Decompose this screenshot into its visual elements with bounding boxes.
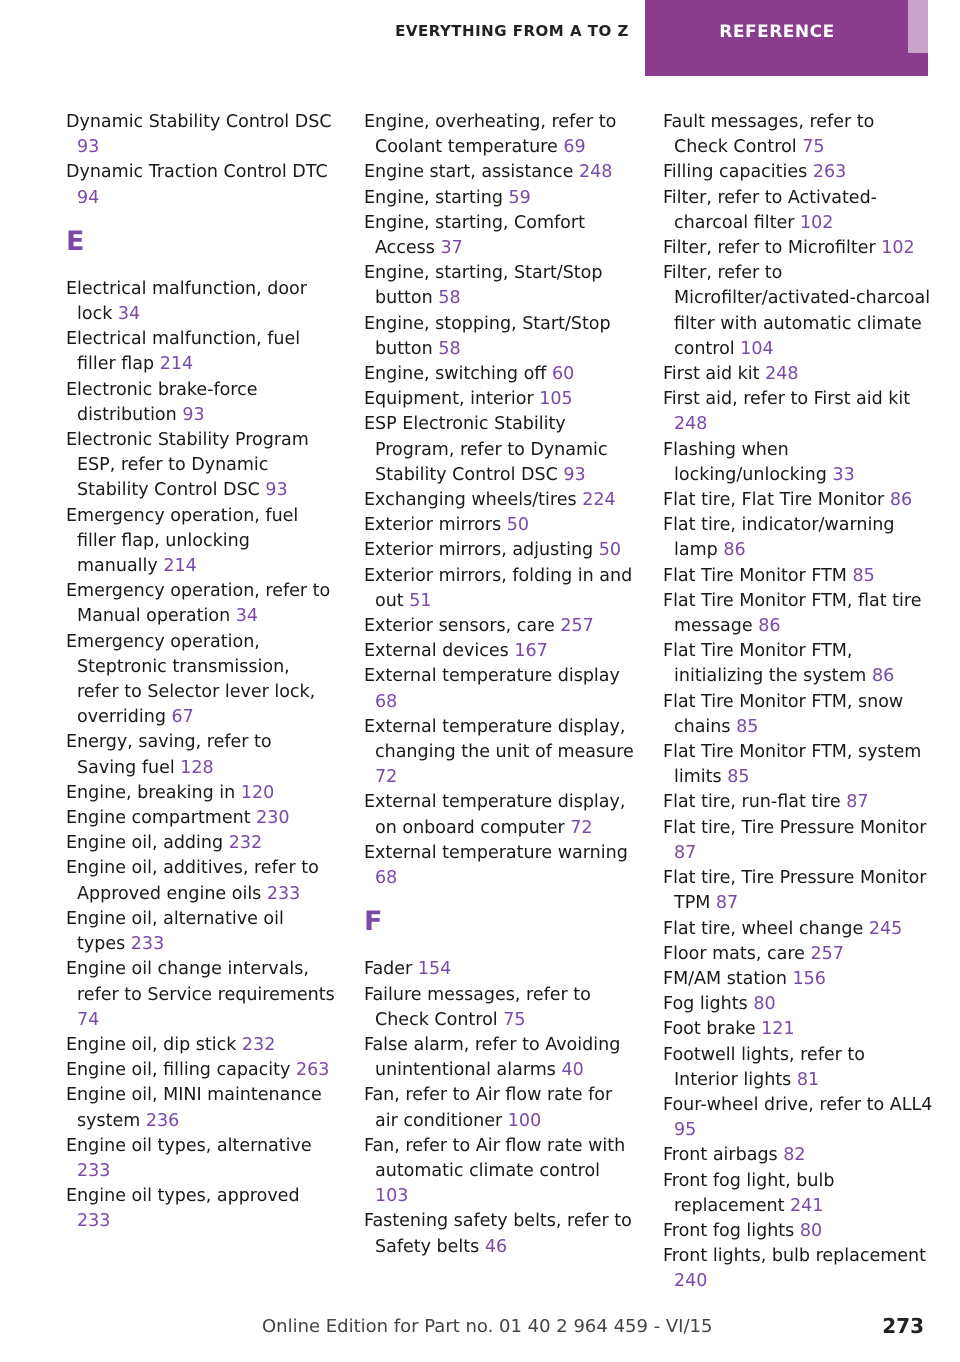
index-column-2 <box>364 110 634 1260</box>
page-reference-link[interactable]: 58 <box>438 288 461 309</box>
index-entry-text: Front airbags <box>663 1145 778 1166</box>
index-entry <box>66 806 336 831</box>
index-entry-text: Fog lights <box>663 994 748 1015</box>
page-reference-link[interactable]: 50 <box>506 515 530 536</box>
index-entry-text: Engine, starting, Comfort Access <box>364 212 585 259</box>
index-entry <box>663 236 933 261</box>
index-entry <box>364 715 634 791</box>
index-entry <box>364 211 634 261</box>
page-reference-link[interactable]: 46 <box>484 1236 508 1257</box>
index-entry <box>663 160 933 185</box>
page-reference-link[interactable]: 214 <box>163 556 197 577</box>
index-entry <box>663 790 933 815</box>
page-reference-link[interactable]: 263 <box>812 162 847 183</box>
page-reference-link[interactable]: 257 <box>810 943 844 964</box>
index-entry <box>66 831 336 856</box>
index-entry <box>663 639 933 689</box>
page-reference-link[interactable]: 224 <box>582 490 616 511</box>
index-entry <box>364 538 634 563</box>
page-reference-link[interactable]: 236 <box>145 1110 180 1131</box>
index-entry-text: Engine oil, additives, refer to Approved engine oils <box>66 858 319 904</box>
page-reference-link[interactable]: 87 <box>674 842 697 863</box>
page-reference-link[interactable]: 86 <box>871 666 895 687</box>
page-reference-link[interactable]: 86 <box>889 490 913 511</box>
index-entry-text: Filter, refer to Microfilter <box>663 238 876 259</box>
page-reference-link[interactable]: 93 <box>265 480 288 501</box>
page-reference-link[interactable]: 85 <box>852 565 875 586</box>
index-entry <box>364 387 634 412</box>
page-reference-link[interactable]: 58 <box>438 338 461 359</box>
index-entry <box>364 983 634 1033</box>
index-entry <box>66 1184 336 1234</box>
page-reference-link[interactable]: 93 <box>77 137 100 158</box>
page-reference-link[interactable]: 94 <box>77 187 100 208</box>
index-entry <box>663 992 933 1017</box>
index-entry-text: Floor mats, care <box>663 943 805 964</box>
section-letter: F <box>364 906 383 938</box>
index-entry <box>663 387 933 437</box>
index-entry-text: Engine compartment <box>66 808 251 829</box>
index-entry-text: Emergency operation, refer to Manual operation <box>66 581 331 627</box>
index-entry-text: External temperature display, changing the unit of measure <box>364 716 634 763</box>
page-reference-link[interactable]: 248 <box>579 162 613 183</box>
index-entry <box>364 639 634 664</box>
index-entry-text: Fan, refer to Air flow rate for air conditioner <box>364 1085 613 1131</box>
index-entry-text: Engine, starting, Start/Stop button <box>364 263 603 309</box>
index-entry <box>663 816 933 866</box>
index-entry <box>663 261 933 362</box>
index-entry-text: FM/AM station <box>663 968 787 989</box>
index-entry <box>66 378 336 428</box>
index-entry-text: Dynamic Traction Control DTC <box>66 162 328 183</box>
index-entry <box>663 488 933 513</box>
index-entry <box>663 438 933 488</box>
index-entry-text: Flat Tire Monitor FTM, snow chains <box>663 691 904 737</box>
index-entry-text: ESP Electronic Stability Program, refer to Dynamic Stability Control DSC <box>364 414 608 485</box>
index-entry-text: Engine oil, dip stick <box>66 1034 237 1055</box>
page-reference-link[interactable]: 34 <box>117 304 141 325</box>
index-entry-text: Engine oil change intervals, refer to Service requirements <box>66 959 335 1005</box>
page-reference-link[interactable]: 80 <box>799 1220 823 1241</box>
index-entry-text: Emergency operation, Steptronic transmission, refer to Selector lever lock, overriding <box>66 631 316 728</box>
index-entry <box>663 589 933 639</box>
index-entry <box>364 261 634 311</box>
index-entry-text: Flat tire, run-flat tire <box>663 792 841 813</box>
index-entry-text: False alarm, refer to Avoiding unintentional alarms <box>364 1034 621 1081</box>
index-entry <box>66 1058 336 1083</box>
index-entry-text: Front fog light, bulb replacement <box>663 1170 835 1216</box>
index-entry <box>66 428 336 504</box>
page-reference-link[interactable]: 120 <box>240 782 275 803</box>
page-reference-link[interactable]: 68 <box>375 868 398 889</box>
index-entry-text: Flat Tire Monitor FTM, flat tire message <box>663 590 922 637</box>
index-column-3 <box>663 110 933 1295</box>
index-entry <box>663 866 933 916</box>
index-entry <box>663 917 933 942</box>
index-entry <box>66 327 336 377</box>
page-reference-link[interactable]: 74 <box>77 1009 100 1030</box>
index-entry <box>364 957 634 982</box>
index-entry-text: Emergency operation, fuel filler flap, unlocking manually <box>66 505 299 577</box>
index-entry <box>364 841 634 891</box>
page-reference-link[interactable]: 75 <box>503 1009 526 1030</box>
index-entry-text: Flat tire, Flat Tire Monitor <box>663 490 885 511</box>
page-reference-link[interactable]: 245 <box>868 918 903 939</box>
index-entry-text: Engine, overheating, refer to Coolant temperature <box>364 112 617 158</box>
index-entry-text: Engine oil types, alternative <box>66 1135 312 1156</box>
index-entry <box>663 513 933 563</box>
index-entry-text: Flat tire, Tire Pressure Monitor TPM <box>663 868 927 914</box>
index-entry-text: Foot brake <box>663 1019 756 1040</box>
page-reference-link[interactable]: 104 <box>740 338 774 359</box>
page-reference-link[interactable]: 69 <box>563 137 586 158</box>
index-entry-text: External temperature display <box>364 666 620 687</box>
page-reference-link[interactable]: 50 <box>598 540 621 561</box>
page-reference-link[interactable]: 233 <box>77 1211 111 1232</box>
index-entry <box>663 564 933 589</box>
page-reference-link[interactable]: 51 <box>409 590 432 611</box>
index-entry-text: Exterior mirrors <box>364 515 502 536</box>
index-entry <box>364 614 634 639</box>
page-reference-link[interactable]: 100 <box>507 1110 542 1131</box>
index-entry-text: Flat tire, Tire Pressure Monitor <box>663 817 927 838</box>
page-reference-link[interactable]: 121 <box>761 1019 795 1040</box>
index-entry-text: External devices <box>364 641 509 662</box>
index-entry <box>663 1244 933 1294</box>
index-entry-text: Exterior sensors, care <box>364 616 555 637</box>
index-entry <box>66 1033 336 1058</box>
page-reference-link[interactable]: 233 <box>130 934 165 955</box>
index-entry <box>66 630 336 731</box>
page-reference-link[interactable]: 60 <box>551 364 575 385</box>
index-entry-text: Flat tire, indicator/warning lamp <box>663 515 895 561</box>
index-entry-text: Engine oil, filling capacity <box>66 1060 291 1081</box>
index-entry-text: Exchanging wheels/tires <box>364 490 577 511</box>
index-entry-text: Engine oil, MINI maintenance system <box>66 1085 322 1131</box>
index-entry <box>364 1083 634 1133</box>
page-reference-link[interactable]: 167 <box>514 641 548 662</box>
page-reference-link[interactable]: 257 <box>560 616 594 637</box>
index-entry <box>663 1219 933 1244</box>
index-entry-text: Flat tire, wheel change <box>663 918 864 939</box>
index-entry-text: Equipment, interior <box>364 389 534 410</box>
index-entry-text: Engine, starting <box>364 187 503 208</box>
index-entry-text: Flat Tire Monitor FTM, system limits <box>663 742 922 788</box>
index-entry-text: Engine, stopping, Start/Stop button <box>364 313 611 359</box>
page-reference-link[interactable]: 248 <box>765 364 799 385</box>
index-entry-text: Footwell lights, refer to Interior lights <box>663 1044 865 1090</box>
index-column-1 <box>66 110 336 1235</box>
index-entry-text: Fan, refer to Air flow rate with automatic climate control <box>364 1135 626 1181</box>
page-reference-link[interactable]: 82 <box>783 1145 806 1166</box>
index-entry <box>66 1083 336 1133</box>
index-entry <box>663 186 933 236</box>
index-entry-text: Filter, refer to Activated-charcoal filter <box>663 187 877 233</box>
index-entry <box>66 1134 336 1184</box>
index-entry <box>663 740 933 790</box>
page-reference-link[interactable]: 68 <box>375 691 398 712</box>
running-header-section: EVERYTHING FROM A TO Z <box>395 22 629 40</box>
index-entry <box>663 1017 933 1042</box>
index-entry <box>66 907 336 957</box>
page-reference-link[interactable]: 86 <box>723 540 746 561</box>
index-entry-text: Exterior mirrors, folding in and out <box>364 565 633 611</box>
page-reference-link[interactable]: 232 <box>241 1034 276 1055</box>
index-entry-text: Engine, breaking in <box>66 782 236 803</box>
index-entry <box>663 1043 933 1093</box>
page-reference-link[interactable]: 154 <box>417 959 452 980</box>
index-entry <box>364 1134 634 1210</box>
index-entry-text: Front lights, bulb replacement <box>663 1246 927 1267</box>
index-entry <box>663 1143 933 1168</box>
page-reference-link[interactable]: 72 <box>570 817 593 838</box>
index-entry <box>663 1169 933 1219</box>
page-reference-link[interactable]: 232 <box>228 833 263 854</box>
page-reference-link[interactable]: 103 <box>375 1186 409 1207</box>
index-entry <box>663 362 933 387</box>
page-reference-link[interactable]: 85 <box>727 767 750 788</box>
index-entry-text: Filter, refer to Microfilter/activated-charcoal filter with automatic climate control <box>663 263 931 359</box>
index-entry-text: Failure messages, refer to Check Control <box>364 984 591 1030</box>
page-reference-link[interactable]: 87 <box>715 893 739 914</box>
page-reference-link[interactable]: 241 <box>790 1195 824 1216</box>
page-reference-link[interactable]: 102 <box>800 212 834 233</box>
index-entry <box>364 1209 634 1259</box>
index-entry-text: Filling capacities <box>663 162 808 183</box>
index-entry-text: Dynamic Stability Control DSC <box>66 112 332 132</box>
index-entry <box>364 790 634 840</box>
index-entry <box>364 362 634 387</box>
index-entry-text: External temperature display, on onboard computer <box>364 792 626 838</box>
index-entry-text: Electronic brake-force distribution <box>66 379 258 425</box>
index-entry <box>364 160 634 185</box>
page-reference-link[interactable]: 33 <box>832 464 855 485</box>
index-entry-text: Flashing when locking/unlocking <box>663 439 827 485</box>
index-entry-text: Engine start, assistance <box>364 162 574 183</box>
page-reference-link[interactable]: 87 <box>846 792 869 813</box>
index-entry-text: Fault messages, refer to Check Control <box>663 112 875 158</box>
index-entry <box>364 312 634 362</box>
index-entry-text: First aid, refer to First aid kit <box>663 389 911 410</box>
page-reference-link[interactable]: 240 <box>674 1271 708 1292</box>
page-reference-link[interactable]: 37 <box>440 238 463 259</box>
page-reference-link[interactable]: 67 <box>171 707 194 728</box>
page-reference-link[interactable]: 233 <box>77 1160 111 1181</box>
page-reference-link[interactable]: 95 <box>674 1120 697 1141</box>
index-entry-text: Engine oil, alternative oil types <box>66 908 284 955</box>
page-reference-link[interactable]: 248 <box>674 414 708 435</box>
reference-tab-label: REFERENCE <box>719 22 835 42</box>
index-entry <box>66 277 336 327</box>
index-entry <box>364 564 634 614</box>
page-reference-link[interactable]: 93 <box>563 464 586 485</box>
page-reference-link[interactable]: 34 <box>235 606 259 627</box>
page-reference-link[interactable]: 263 <box>295 1060 330 1081</box>
page-reference-link[interactable]: 233 <box>266 883 301 904</box>
index-entry <box>364 513 634 538</box>
index-entry-text: Fader <box>364 959 413 980</box>
section-letter: E <box>66 225 85 257</box>
index-entry <box>66 730 336 780</box>
page-reference-link[interactable]: 40 <box>561 1060 584 1081</box>
index-entry-text: Flat Tire Monitor FTM, initializing the system <box>663 641 867 687</box>
page-reference-link[interactable]: 214 <box>159 354 194 375</box>
page-reference-link[interactable]: 156 <box>792 968 826 989</box>
index-entry-text: Exterior mirrors, adjusting <box>364 540 594 561</box>
index-entry-text: External temperature warning <box>364 842 628 863</box>
index-entry <box>364 186 634 211</box>
index-entry-text: Fastening safety belts, refer to Safety belts <box>364 1211 632 1257</box>
index-entry <box>364 664 634 714</box>
page-reference-link[interactable]: 75 <box>802 137 825 158</box>
index-entry-text: Engine oil, adding <box>66 833 224 854</box>
index-entry <box>364 110 634 160</box>
index-entry <box>364 412 634 488</box>
page-reference-link[interactable]: 105 <box>539 389 573 410</box>
page-reference-link[interactable]: 230 <box>256 808 290 829</box>
page-reference-link[interactable]: 80 <box>753 994 776 1015</box>
index-entry <box>66 957 336 1033</box>
index-entry <box>66 579 336 629</box>
tab-accent-strip <box>908 0 928 53</box>
index-entry <box>663 1093 933 1143</box>
index-entry-text: Electrical malfunction, fuel filler flap <box>66 329 301 375</box>
index-entry <box>663 690 933 740</box>
index-entry <box>663 110 933 160</box>
index-entry-text: Energy, saving, refer to Saving fuel <box>66 732 272 778</box>
index-entry <box>66 110 336 160</box>
edition-note: Online Edition for Part no. 01 40 2 964 459 - VI/15 <box>262 1316 713 1337</box>
index-entry <box>663 942 933 967</box>
page-reference-link[interactable]: 59 <box>508 187 531 208</box>
page-reference-link[interactable]: 102 <box>881 238 915 259</box>
index-entry-text: Four-wheel drive, refer to ALL4 <box>663 1094 933 1115</box>
page-number: 273 <box>882 1314 924 1338</box>
index-entry-text: Front fog lights <box>663 1220 795 1241</box>
index-entry <box>66 781 336 806</box>
index-entry <box>364 1033 634 1083</box>
reference-tab <box>645 0 928 76</box>
page-reference-link[interactable]: 86 <box>758 616 781 637</box>
index-entry <box>66 856 336 906</box>
index-entry-text: Engine, switching off <box>364 364 547 385</box>
page-reference-link[interactable]: 81 <box>796 1069 820 1090</box>
index-entry <box>66 160 336 210</box>
page-reference-link[interactable]: 72 <box>375 767 398 788</box>
index-entry-text: Electronic Stability Program ESP, refer to Dynamic Stability Control DSC <box>66 430 309 501</box>
index-entry <box>66 504 336 580</box>
page-reference-link[interactable]: 85 <box>736 716 759 737</box>
index-entry <box>364 488 634 513</box>
page-reference-link[interactable]: 128 <box>180 757 214 778</box>
index-entry-text: Electrical malfunction, door lock <box>66 278 307 325</box>
index-entry-text: Flat Tire Monitor FTM <box>663 565 847 586</box>
index-entry <box>663 967 933 992</box>
index-entry-text: First aid kit <box>663 364 760 385</box>
page-reference-link[interactable]: 93 <box>182 404 205 425</box>
index-entry-text: Engine oil types, approved <box>66 1186 300 1207</box>
